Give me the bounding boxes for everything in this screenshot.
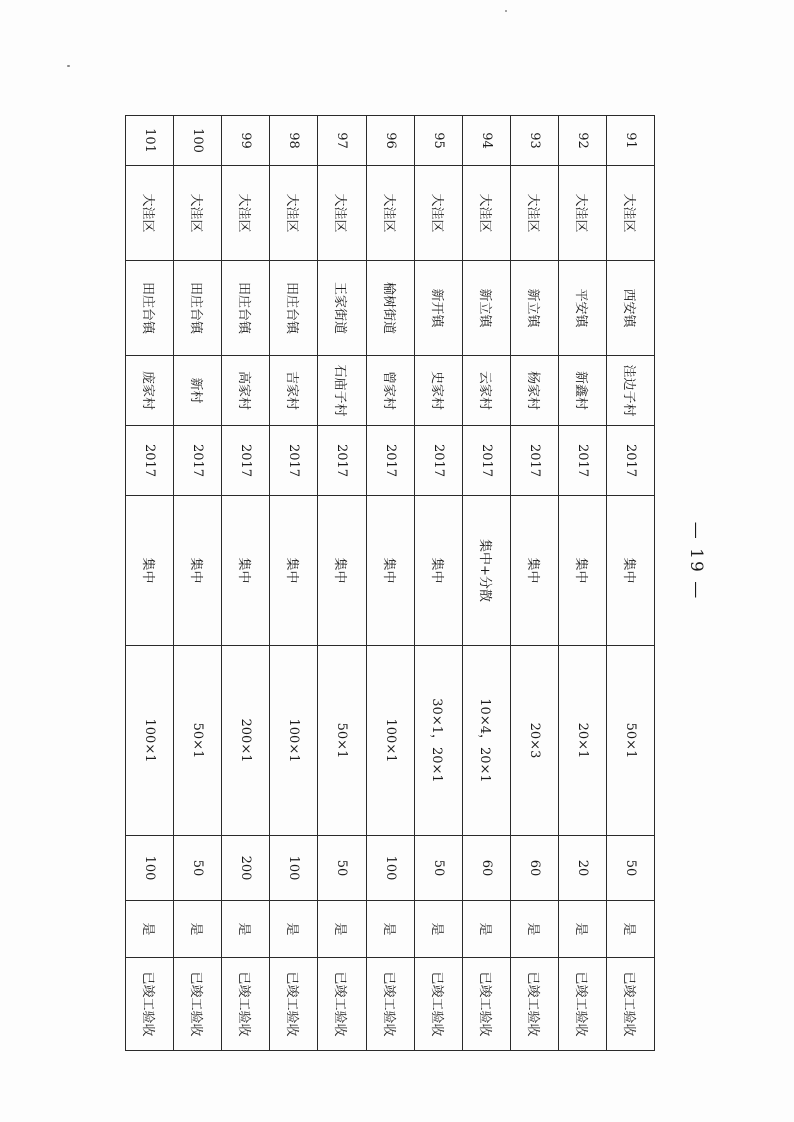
flag-cell: 是 — [510, 901, 558, 958]
scale-cell: 100×1 — [366, 646, 414, 836]
scale-cell: 10×4，20×1 — [462, 646, 510, 836]
flag-cell: 是 — [318, 901, 366, 958]
capacity-cell: 50 — [606, 836, 654, 901]
capacity-cell: 100 — [366, 836, 414, 901]
year-cell: 2017 — [414, 426, 462, 496]
year-cell: 2017 — [222, 426, 270, 496]
mode-cell: 集中 — [366, 496, 414, 646]
capacity-cell: 50 — [414, 836, 462, 901]
status-cell: 已竣工验收 — [318, 958, 366, 1051]
mode-cell: 集中 — [174, 496, 222, 646]
flag-cell: 是 — [222, 901, 270, 958]
scan-speck — [505, 10, 507, 12]
capacity-cell: 100 — [270, 836, 318, 901]
flag-cell: 是 — [606, 901, 654, 958]
year-cell: 2017 — [510, 426, 558, 496]
mode-cell: 集中 — [558, 496, 606, 646]
row-number-cell: 96 — [366, 116, 414, 166]
flag-cell: 是 — [558, 901, 606, 958]
town-cell: 田庄台镇 — [222, 261, 270, 356]
capacity-cell: 200 — [222, 836, 270, 901]
town-cell: 西安镇 — [606, 261, 654, 356]
scale-cell: 50×1 — [606, 646, 654, 836]
year-cell: 2017 — [318, 426, 366, 496]
row-number-cell: 93 — [510, 116, 558, 166]
flag-cell: 是 — [174, 901, 222, 958]
village-cell: 史家村 — [414, 356, 462, 426]
table-row — [462, 116, 510, 1051]
village-cell: 石庙子村 — [318, 356, 366, 426]
scale-cell: 100×1 — [126, 646, 174, 836]
flag-cell: 是 — [366, 901, 414, 958]
year-cell: 2017 — [270, 426, 318, 496]
year-cell: 2017 — [126, 426, 174, 496]
scale-cell: 50×1 — [174, 646, 222, 836]
town-cell: 平安镇 — [558, 261, 606, 356]
village-cell: 吉家村 — [270, 356, 318, 426]
table-row — [510, 116, 558, 1051]
town-cell: 王家街道 — [318, 261, 366, 356]
rotated-table-frame — [125, 115, 655, 1050]
district-cell: 大洼区 — [606, 166, 654, 261]
status-cell: 已竣工验收 — [222, 958, 270, 1051]
village-cell: 洼边子村 — [606, 356, 654, 426]
district-cell: 大洼区 — [270, 166, 318, 261]
status-cell: 已竣工验收 — [510, 958, 558, 1051]
town-cell: 新立镇 — [510, 261, 558, 356]
capacity-cell: 20 — [558, 836, 606, 901]
district-cell: 大洼区 — [414, 166, 462, 261]
district-cell: 大洼区 — [318, 166, 366, 261]
flag-cell: 是 — [414, 901, 462, 958]
scale-cell: 200×1 — [222, 646, 270, 836]
village-cell: 云家村 — [462, 356, 510, 426]
row-number-cell: 100 — [174, 116, 222, 166]
table-row — [222, 116, 270, 1051]
row-number-cell: 97 — [318, 116, 366, 166]
project-table — [125, 115, 655, 1051]
capacity-cell: 100 — [126, 836, 174, 901]
town-cell: 新立镇 — [462, 261, 510, 356]
status-cell: 已竣工验收 — [126, 958, 174, 1051]
scale-cell: 20×1 — [558, 646, 606, 836]
mode-cell: 集中 — [222, 496, 270, 646]
town-cell: 田庄台镇 — [270, 261, 318, 356]
mode-cell: 集中 — [414, 496, 462, 646]
table-row — [606, 116, 654, 1051]
capacity-cell: 60 — [510, 836, 558, 901]
table-row — [558, 116, 606, 1051]
status-cell: 已竣工验收 — [606, 958, 654, 1051]
row-number-cell: 92 — [558, 116, 606, 166]
year-cell: 2017 — [462, 426, 510, 496]
scan-speck — [67, 65, 70, 67]
table-row — [126, 116, 174, 1051]
village-cell: 高家村 — [222, 356, 270, 426]
row-number-cell: 98 — [270, 116, 318, 166]
flag-cell: 是 — [270, 901, 318, 958]
town-cell: 新开镇 — [414, 261, 462, 356]
village-cell: 曾家村 — [366, 356, 414, 426]
mode-cell: 集中 — [510, 496, 558, 646]
table-row — [318, 116, 366, 1051]
mode-cell: 集中 — [318, 496, 366, 646]
row-number-cell: 101 — [126, 116, 174, 166]
district-cell: 大洼区 — [558, 166, 606, 261]
village-cell: 庞家村 — [126, 356, 174, 426]
row-number-cell: 91 — [606, 116, 654, 166]
status-cell: 已竣工验收 — [366, 958, 414, 1051]
scale-cell: 30×1，20×1 — [414, 646, 462, 836]
district-cell: 大洼区 — [126, 166, 174, 261]
town-cell: 田庄台镇 — [126, 261, 174, 356]
table-row — [270, 116, 318, 1051]
district-cell: 大洼区 — [222, 166, 270, 261]
scale-cell: 100×1 — [270, 646, 318, 836]
scale-cell: 20×3 — [510, 646, 558, 836]
flag-cell: 是 — [126, 901, 174, 958]
mode-cell: 集中 — [270, 496, 318, 646]
row-number-cell: 95 — [414, 116, 462, 166]
rotated-table-container — [125, 115, 655, 1050]
district-cell: 大洼区 — [366, 166, 414, 261]
village-cell: 新鑫村 — [558, 356, 606, 426]
status-cell: 已竣工验收 — [462, 958, 510, 1051]
mode-cell: 集中 — [126, 496, 174, 646]
town-cell: 田庄台镇 — [174, 261, 222, 356]
row-number-cell: 99 — [222, 116, 270, 166]
mode-cell: 集中+分散 — [462, 496, 510, 646]
status-cell: 已竣工验收 — [558, 958, 606, 1051]
year-cell: 2017 — [366, 426, 414, 496]
village-cell: 新村 — [174, 356, 222, 426]
table-row — [366, 116, 414, 1051]
status-cell: 已竣工验收 — [174, 958, 222, 1051]
district-cell: 大洼区 — [174, 166, 222, 261]
row-number-cell: 94 — [462, 116, 510, 166]
capacity-cell: 60 — [462, 836, 510, 901]
page-number: — 19 — — [686, 521, 706, 601]
status-cell: 已竣工验收 — [270, 958, 318, 1051]
mode-cell: 集中 — [606, 496, 654, 646]
table-row — [414, 116, 462, 1051]
status-cell: 已竣工验收 — [414, 958, 462, 1051]
year-cell: 2017 — [174, 426, 222, 496]
district-cell: 大洼区 — [462, 166, 510, 261]
capacity-cell: 50 — [318, 836, 366, 901]
scale-cell: 50×1 — [318, 646, 366, 836]
flag-cell: 是 — [462, 901, 510, 958]
capacity-cell: 50 — [174, 836, 222, 901]
district-cell: 大洼区 — [510, 166, 558, 261]
year-cell: 2017 — [606, 426, 654, 496]
village-cell: 杨家村 — [510, 356, 558, 426]
year-cell: 2017 — [558, 426, 606, 496]
town-cell: 榆树街道 — [366, 261, 414, 356]
table-row — [174, 116, 222, 1051]
